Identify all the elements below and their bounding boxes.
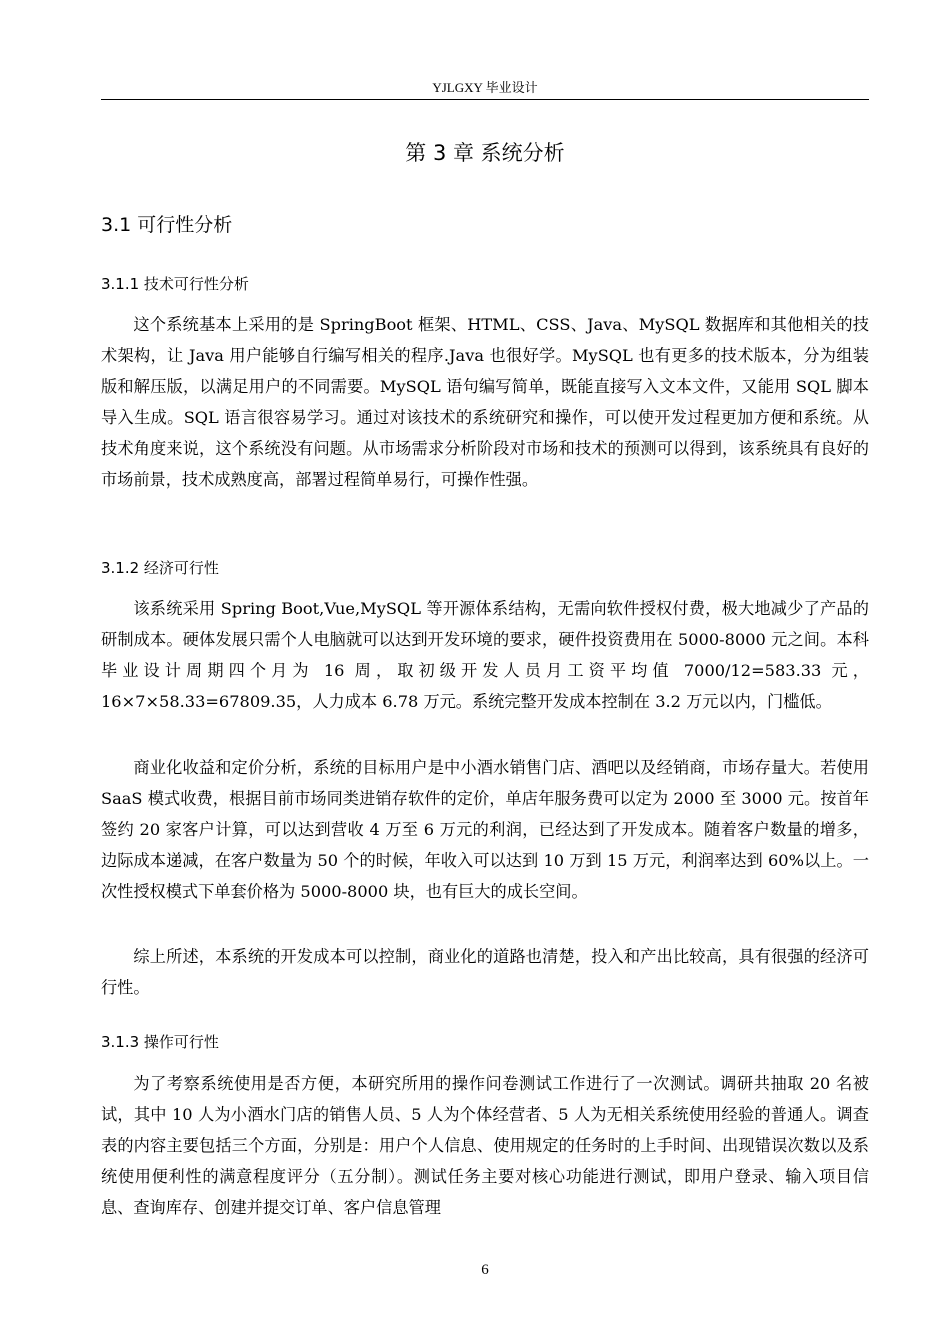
chapter-title: 第 3 章 系统分析	[405, 141, 565, 165]
header-divider	[101, 99, 869, 100]
paragraph-technical-feasibility: 这个系统基本上采用的是 SpringBoot 框架、HTML、CSS、Java、MySQL 数据库和其他相关的技术架构，让 Java 用户能够自行编写相关的程序.Java 也很好学。MySQL 也有更多的技术版本，分为组装版和解压版，以满足用户的不同需要。MySQL 语句编写简单，既能直接写入文本文件，又能用 SQL 脚本导入生成。SQL 语言很容易学习。通过对该技术的系统研究和操作，可以使开发过程更加方便和系统。从技术角度来说，这个系统没有问题。从市场需求分析阶段对市场和技术的预测可以得到，该系统具有良好的市场前景，技术成熟度高，部署过程简单易行，可操作性强。	[101, 315, 869, 489]
paragraph-economic-summary: 综上所述，本系统的开发成本可以控制，商业化的道路也清楚，投入和产出比较高，具有很强的经济可行性。	[101, 947, 869, 997]
page-number: 6	[481, 1262, 489, 1278]
running-header: YJLGXY 毕业设计	[432, 80, 538, 95]
paragraph-economic-cost: 该系统采用 Spring Boot,Vue,MySQL 等开源体系结构，无需向软件授权付费，极大地减少了产品的研制成本。硬体发展只需个人电脑就可以达到开发环境的要求，硬件投资费用在 5000-8000 元之间。本科毕业设计周期四个月为 16 周，取初级开发人员月工资平均值 7000/12=583.33 元，16×7×58.33=67809.35，人力成本 6.78 万元。系统完整开发成本控制在 3.2 万元以内，门槛低。	[101, 599, 869, 711]
subsection-heading-3-1-1: 3.1.1 技术可行性分析	[101, 275, 249, 293]
paragraph-operational-feasibility: 为了考察系统使用是否方便，本研究所用的操作问卷测试工作进行了一次测试。调研共抽取 20 名被试，其中 10 人为小酒水门店的销售人员、5 人为个体经营者、5 人为无相关系统使用经验的普通人。调查表的内容主要包括三个方面，分别是：用户个人信息、使用规定的任务时的上手时间、出现错误次数以及系统使用便利性的满意程度评分（五分制）。测试任务主要对核心功能进行测试，即用户登录、输入项目信息、查询库存、创建并提交订单、客户信息管理	[101, 1074, 869, 1217]
subsection-heading-3-1-2: 3.1.2 经济可行性	[101, 559, 219, 577]
section-heading-3-1: 3.1 可行性分析	[101, 214, 233, 236]
subsection-heading-3-1-3: 3.1.3 操作可行性	[101, 1033, 219, 1051]
paragraph-economic-revenue: 商业化收益和定价分析，系统的目标用户是中小酒水销售门店、酒吧以及经销商，市场存量大。若使用 SaaS 模式收费，根据目前市场同类进销存软件的定价，单店年服务费可以定为 2000 至 3000 元。按首年签约 20 家客户计算，可以达到营收 4 万至 6 万元的利润，已经达到了开发成本。随着客户数量的增多，边际成本递减，在客户数量为 50 个的时候，年收入可以达到 10 万到 15 万元，利润率达到 60%以上。一次性授权模式下单套价格为 5000-8000 块，也有巨大的成长空间。	[101, 758, 869, 901]
